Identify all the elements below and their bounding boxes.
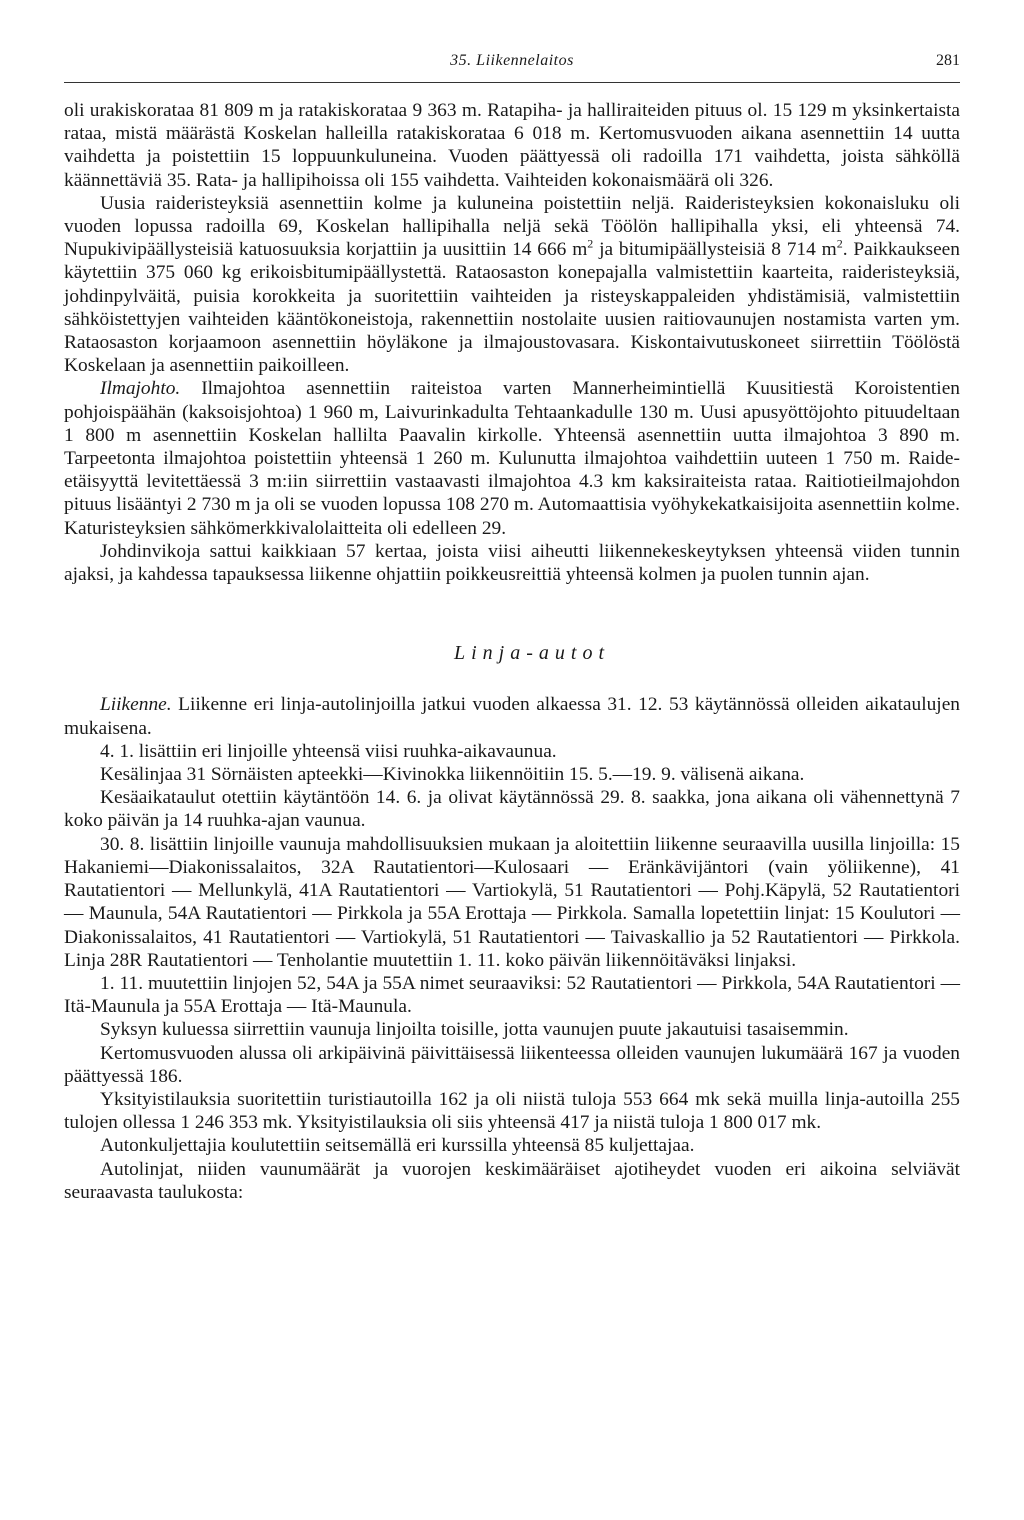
paragraph-rails: oli urakiskorataa 81 809 m ja ratakiskorataa 9 363 m. Ratapiha- ja halliraiteiden pituus ol. 15 129 m yksinkertaista rataa, mistä määrästä Koskelan halleilla ratakiskorataa 6 018 m. Kertomusvuoden aikana asennettiin 14 uutta vaihdetta ja poistettiin 15 loppuunkuluneina. Vuoden päättyessä oli radoilla 171 vaihdetta, joista sähköllä käännettäviä 35. Rata- ja hallipihoissa oli 155 vaihdetta. Vaihteiden kokonaismäärä oli 326. <box>64 100 960 191</box>
superscript-squared: 2 <box>836 236 843 251</box>
paragraph-overhead-line <box>64 377 960 539</box>
paragraph-new-lines: 30. 8. lisättiin linjoille vaunuja mahdollisuuksien mukaan ja aloitettiin liikenne seuraavilla uusilla linjoilla: 15 Hakaniemi—Diakonissalaitos, 32A Rautatientori—Kulosaari — Eränkävijäntori (vain yöliikenne), 41 Rautatientori — Mellunkylä, 41A Rautatientori — Vartiokylä, 51 Rautatientori — Pohj.Käpylä, 52 Rautatientori — Maunula, 54A Rautatientori — Pirkkola ja 55A Erottaja — Pirkkola. Samalla lopetettiin linjat: 15 Koulutori — Diakonissalaitos, 41 Rautatientori — Vartiokylä, 51 Rautatientori — Taivaskallio ja 52 Rautatientori — Pirkkola. Linja 28R Rautatientori — Tenholantie muutettiin 1. 11. koko päivän liikennöitäväksi linjaksi. <box>64 833 960 971</box>
paragraph-vehicle-transfers: Syksyn kuluessa siirrettiin vaunuja linjoilta toisille, jotta vaunujen puute jakautuisi tasaisemmin. <box>100 1019 849 1041</box>
paragraph-traffic-text: Liikenne eri linja-autolinjoilla jatkui vuoden alkaessa 31. 12. 53 käytännössä olleiden aikataulujen mukaisena. <box>64 694 960 739</box>
paragraph-vehicle-count: Kertomusvuoden alussa oli arkipäivinä päivittäisessä liikenteessa olleiden vaunujen lukumäärä 167 ja vuoden päättyessä 186. <box>64 1042 960 1087</box>
superscript-squared: 2 <box>587 236 594 251</box>
paragraph-crossings-part-a: Uusia raideristeyksiä asennettiin kolme ja kuluneina poistettiin neljä. Raideristeyksien kokonaisluku oli vuoden lopussa radoilla 69, Koskelan hallipihalla neljä sekä Töölön hallipihalla yksi, eli yhteensä 74. Nupukivipäällysteisiä katuosuuksia korjattiin ja uusittiin 14 666 m <box>64 192 960 261</box>
document-page <box>64 52 960 1204</box>
section-heading: Linja-autot <box>453 642 610 665</box>
paragraph-private-charters: Yksityistilauksia suoritettiin turistiautoilla 162 ja oli niistä tuloja 553 664 mk sekä muilla linja-autoilla 255 tulojen ollessa 1 246 353 mk. Yksityistilauksia oli siis yhteensä 417 ja niistä tuloja 1 800 017 mk. <box>64 1088 960 1134</box>
paragraph-lead-liikenne: Liikenne. <box>100 694 172 716</box>
paragraph-traffic <box>64 693 960 739</box>
paragraph-driver-training: Autonkuljettajia koulutettiin seitsemällä eri kurssilla yhteensä 85 kuljettajaa. <box>100 1135 695 1157</box>
paragraph-summer-timetables: Kesäaikataulut otettiin käytäntöön 14. 6. ja olivat käytännössä 29. 8. saakka, jona aikana oli vähennettynä 7 koko päivän ja 14 ruuhka-ajan vaunua. <box>64 787 960 832</box>
paragraph-summer-line: Kesälinjaa 31 Sörnäisten apteekki—Kivinokka liikennöitiin 15. 5.—19. 9. välisenä aikana. <box>100 764 805 786</box>
paragraph-line-faults: Johdinvikoja sattui kaikkiaan 57 kertaa, joista viisi aiheutti liikennekeskeytyksen yhteensä viiden tunnin ajaksi, ja kahdessa tapauksessa liikenne ohjattiin poikkeusreittiä yhteensä kolmen ja puolen tunnin ajan. <box>64 540 960 586</box>
paragraph-lead-ilmajohto: Ilmajohto. <box>100 378 181 400</box>
paragraph-rush-hour: 4. 1. lisättiin eri linjoille yhteensä viisi ruuhka-aikavaunua. <box>100 740 557 762</box>
paragraph-overhead-line-text: Ilmajohtoa asennettiin raiteistoa varten Mannerheimintiellä Kuusitiestä Koroistentien pohjoispäähän (kaksoisjohtoa) 1 960 m, Laivurinkadulta Tehtaankadulle 130 m. Uusi apusyöttöjohto pituudeltaan 1 800 m asennettiin Koskelan hallilta Paavalin kirkolle. Yhteensä asennettiin uutta ilmajohtoa 3 890 m. Tarpeetonta ilmajohtoa poistettiin yhteensä 1 260 m. Kulunutta ilmajohtoa vaihdettiin uuteen 1 750 m. Raide-etäisyyttä levitettäessä 3 m:iin siirrettiin vastaavasti ilmajohtoa 4.3 km kaksiraiteista rataa. Raitiotieilmajohdon pituus lisääntyi 2 730 m ja oli se vuoden lopussa 108 270 m. Automaattisia vyöhykekatkaisijoita asennettiin kolme. Katuristeyksien sähkömerkkivalolaitteita oli edelleen 29. <box>64 378 960 539</box>
paragraph-crossings-part-c: . Paikkaukseen käytettiin 375 060 kg erikoisbitumipäällystettä. Rataosaston konepajalla valmistettiin kaarteita, raideristeyksiä, johdinpylväitä, puisia korokkeita ja suoritettiin vaihteiden ja risteyskappaleiden yhdistämisiä, valmistettiin sähköistettyjen vaihteiden kääntökoneistoja, rakennettiin nostolaite uusien raitiovaunujen nostamista varten ym. Rataosaston korjaamoon asennettiin höyläkone ja ilmajoustovasara. Kiskontaivutuskoneet siirrettiin Töölöstä Koskelaan ja asennettiin paikoilleen. <box>64 239 960 377</box>
paragraph-crossings-part-b: ja bitumipäällysteisiä 8 714 m <box>593 239 837 261</box>
paragraph-renamed-lines: 1. 11. muutettiin linjojen 52, 54A ja 55A nimet seuraaviksi: 52 Rautatientori — Pirkkola, 54A Rautatientori — Itä-Maunula ja 55A Erottaja — Itä-Maunula. <box>64 972 960 1018</box>
page-number: 281 <box>936 52 960 69</box>
running-header <box>64 52 960 83</box>
chapter-title: 35. Liikennelaitos <box>450 52 574 69</box>
body-text <box>64 99 960 1204</box>
paragraph-crossings <box>64 192 960 378</box>
section-spacer <box>64 586 960 642</box>
paragraph-table-intro: Autolinjat, niiden vaunumäärät ja vuorojen keskimääräiset ajotiheydet vuoden eri aikoina selviävät seuraavasta taulukosta: <box>64 1158 960 1203</box>
